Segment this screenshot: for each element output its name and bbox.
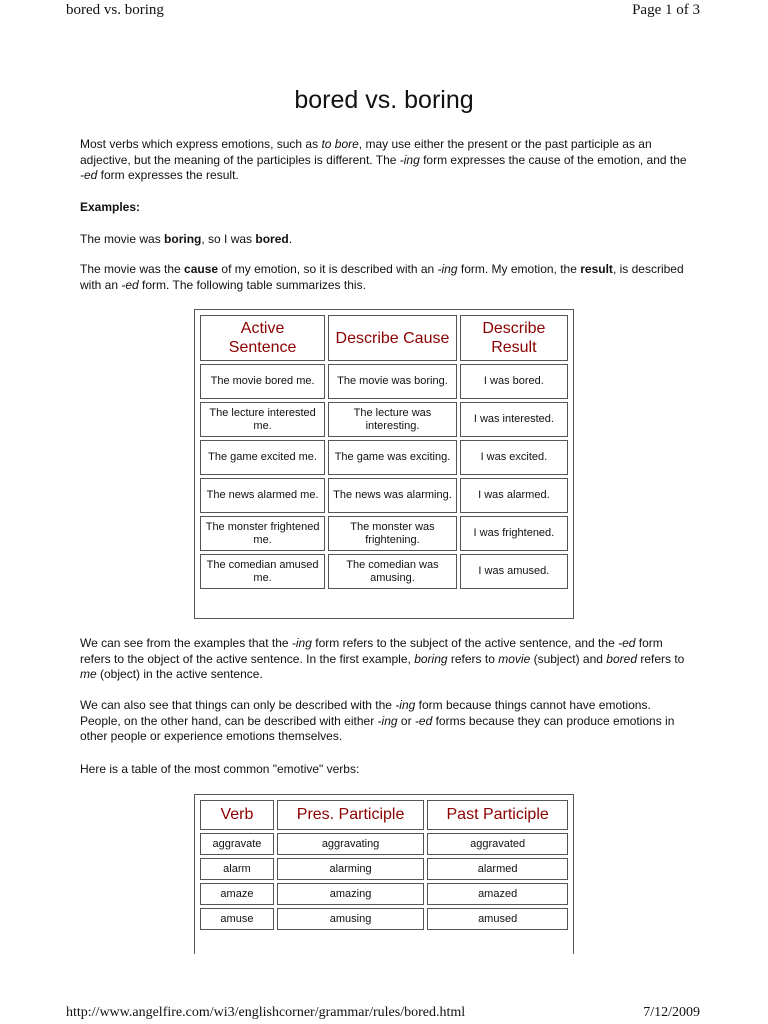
table-cell: The comedian amused me. — [200, 554, 325, 589]
table-row — [200, 554, 568, 589]
table-cell: The monster frightened me. — [200, 516, 325, 551]
table-cell: amusing — [277, 908, 424, 930]
table-cell: I was alarmed. — [460, 478, 568, 513]
page-title: bored vs. boring — [294, 86, 474, 114]
table-cell: amused — [427, 908, 568, 930]
table-row — [200, 883, 568, 905]
explanation-paragraph: The movie was the cause of my emotion, so it is described with an -ing form. My emotion, the result, is described with an -ed form. The following table summarizes this. — [80, 262, 684, 292]
table-cell: amazed — [427, 883, 568, 905]
column-header: Active Sentence — [200, 315, 325, 361]
print-date: 7/12/2009 — [643, 1005, 700, 1020]
table-cell: The movie was boring. — [328, 364, 457, 399]
things-vs-people-paragraph: We can also see that things can only be described with the -ing form because things cannot have emotions. People, on the other hand, can be described with either -ing or -ed forms because they can produce emotions in other people or experience emotions themselves. — [80, 698, 675, 743]
column-header: Describe Result — [460, 315, 568, 361]
participles-summary-table — [194, 309, 574, 619]
page-number: Page 1 of 3 — [632, 2, 700, 18]
examples-label: Examples: — [80, 200, 141, 214]
table-cell: alarming — [277, 858, 424, 880]
table-row — [200, 833, 568, 855]
table-cell: I was excited. — [460, 440, 568, 475]
table-cell: amaze — [200, 883, 274, 905]
emotive-verbs-intro: Here is a table of the most common "emotive" verbs: — [80, 762, 360, 776]
table-cell: aggravated — [427, 833, 568, 855]
table-cell: I was frightened. — [460, 516, 568, 551]
table-row — [200, 364, 568, 399]
table-cell: I was amused. — [460, 554, 568, 589]
table-header-row — [200, 315, 568, 361]
table-cell: The lecture was interesting. — [328, 402, 457, 437]
table-cell: alarmed — [427, 858, 568, 880]
table-cell: The news was alarming. — [328, 478, 457, 513]
table-cell: alarm — [200, 858, 274, 880]
example-sentence: The movie was boring, so I was bored. — [80, 232, 293, 246]
table-cell: amazing — [277, 883, 424, 905]
table-cell: I was interested. — [460, 402, 568, 437]
table-cell: amuse — [200, 908, 274, 930]
table-header-row — [200, 800, 568, 830]
table-cell: I was bored. — [460, 364, 568, 399]
column-header: Verb — [200, 800, 274, 830]
column-header: Pres. Participle — [277, 800, 424, 830]
table-cell: aggravating — [277, 833, 424, 855]
table-row — [200, 402, 568, 437]
table-cell: The game was exciting. — [328, 440, 457, 475]
table-cell: The movie bored me. — [200, 364, 325, 399]
table-cell: The monster was frightening. — [328, 516, 457, 551]
table-row — [200, 478, 568, 513]
emotive-verbs-table — [194, 794, 574, 954]
column-header: Past Participle — [427, 800, 568, 830]
column-header: Describe Cause — [328, 315, 457, 361]
table-row — [200, 908, 568, 930]
table-cell: The lecture interested me. — [200, 402, 325, 437]
table-row — [200, 858, 568, 880]
table-cell: aggravate — [200, 833, 274, 855]
page-url[interactable]: http://www.angelfire.com/wi3/englishcorner/grammar/rules/bored.html — [66, 1005, 466, 1020]
table-cell: The comedian was amusing. — [328, 554, 457, 589]
intro-paragraph: Most verbs which express emotions, such as to bore, may use either the present or the past participle as an adjective, but the meaning of the participles is different. The -ing form expresses the cause of the emotion, and the -ed form expresses the result. — [80, 137, 687, 182]
table-row — [200, 516, 568, 551]
subject-object-paragraph: We can see from the examples that the -ing form refers to the subject of the active sentence, and the -ed form refers to the object of the active sentence. In the first example, boring refers to movie (subject) and bored refers to me (object) in the active sentence. — [80, 636, 685, 681]
page-header-title: bored vs. boring — [66, 2, 164, 18]
table-cell: The news alarmed me. — [200, 478, 325, 513]
table-row — [200, 440, 568, 475]
table-cell: The game excited me. — [200, 440, 325, 475]
